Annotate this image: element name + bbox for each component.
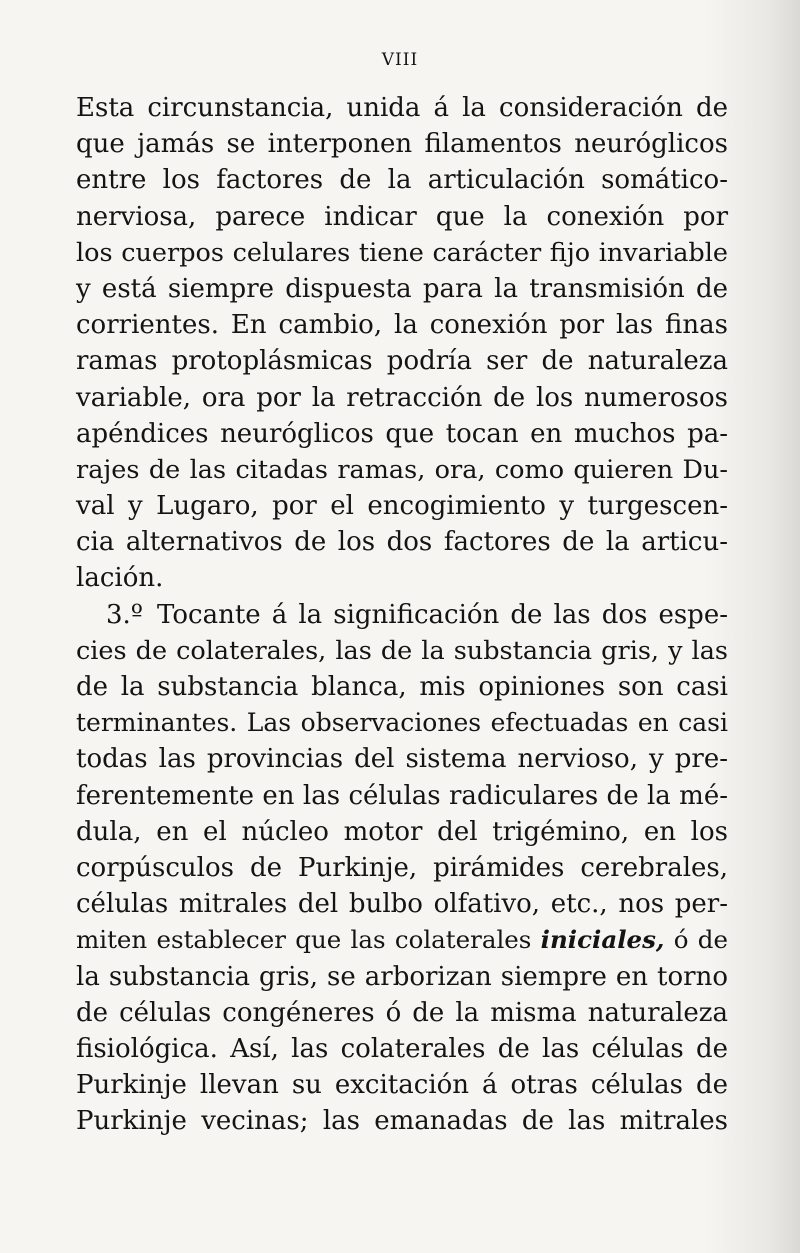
text-line: la substancia gris, se arborizan siempre en torno — [76, 961, 728, 992]
text-line: de la substancia blanca, mis opiniones son casi — [76, 672, 728, 702]
text-line: nerviosa, parece indicar que la conexión por — [76, 201, 728, 232]
text-line: ferentemente en las células radiculares de la mé- — [76, 780, 728, 811]
text-line: Esta circunstancia, unida á la consideración de — [76, 93, 728, 123]
text-line: terminantes. Las observaciones efectuadas en casi — [76, 708, 728, 738]
text-line: Purkinje llevan su excitación á otras células de — [76, 1070, 728, 1101]
text-fragment: Tocante á la significación de las dos espe- — [157, 599, 728, 630]
paragraph-circunstancia — [76, 90, 728, 597]
text-line: fisiológica. Así, las colaterales de las células de — [76, 1033, 728, 1064]
text-line: lación. — [76, 563, 164, 594]
text-fragment: miten establecer que las colaterales — [76, 925, 532, 955]
text-line: corrientes. En cambio, la conexión por las finas — [76, 310, 728, 341]
text-line: cia alternativos de los dos factores de la articu- — [76, 527, 728, 558]
text-line: corpúsculos de Purkinje, pirámides cerebrales, — [76, 852, 728, 883]
text-line: Purkinje vecinas; las emanadas de las mitrales — [76, 1106, 728, 1137]
text-line: células mitrales del bulbo olfativo, etc., nos per- — [76, 889, 728, 920]
text-line: cies de colaterales, las de la substancia gris, y las — [76, 635, 728, 666]
text-line: variable, ora por la retracción de los numerosos — [76, 382, 728, 413]
paragraph-colaterales — [76, 597, 728, 1140]
text-line: apéndices neuróglicos que tocan en muchos pa- — [76, 418, 728, 449]
text-line: los cuerpos celulares tiene carácter fijo invariable — [76, 237, 728, 268]
text-line: de células congéneres ó de la misma naturaleza — [76, 997, 728, 1028]
text-line: rajes de las citadas ramas, ora, como quieren Du- — [76, 454, 728, 485]
text-line: todas las provincias del sistema nervioso, y pre- — [76, 744, 728, 775]
text-line-with-italic — [76, 922, 728, 958]
text-fragment: ó de — [673, 925, 728, 955]
text-line: y está siempre dispuesta para la transmisión de — [76, 273, 728, 304]
body-text — [76, 90, 728, 1139]
numbered-first-line — [76, 597, 728, 633]
text-line: dula, en el núcleo motor del trigémino, en los — [76, 816, 728, 847]
text-line: entre los factores de la articulación somático- — [76, 165, 728, 196]
page-number: VIII — [381, 50, 419, 70]
italic-term: iniciales, — [540, 925, 665, 955]
text-line: val y Lugaro, por el encogimiento y turgescen- — [76, 491, 728, 522]
text-line: que jamás se interponen filamentos neuróglicos — [76, 129, 728, 160]
paragraph-number: 3.º — [106, 599, 144, 630]
text-line: ramas protoplásmicas podría ser de naturaleza — [76, 346, 728, 377]
